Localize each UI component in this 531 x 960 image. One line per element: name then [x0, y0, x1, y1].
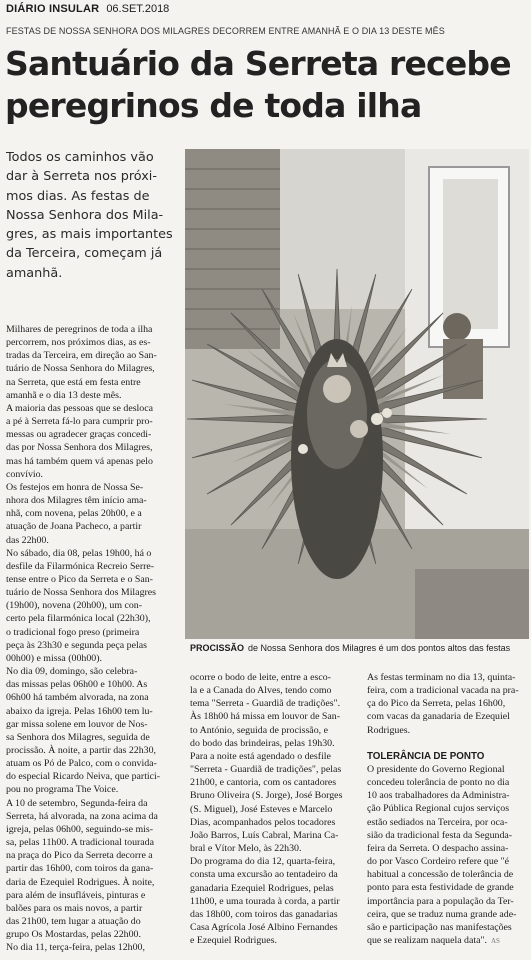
body-line: com vacas da ganadaria de Ezequiel — [367, 711, 510, 723]
body-line: partir das 16h00, com toiros da gana- — [6, 863, 154, 875]
body-line: As festas terminam no dia 13, quinta- — [367, 672, 516, 683]
author-initials: AS — [491, 936, 500, 945]
body-line: No dia 09, domingo, são celebra- — [6, 666, 138, 678]
lede-line: Nossa Senhora dos Mila- — [6, 207, 164, 223]
body-line: tuário de Nossa Senhora do Milagres, — [6, 363, 155, 375]
body-line: (19h00), novena (20h00), um con- — [6, 600, 143, 612]
body-line: messas ou agradecer graças concedi- — [6, 429, 152, 441]
lede-line: mos dias. As festas de — [6, 188, 150, 204]
body-line: que se realizam naquela data". AS — [367, 934, 500, 946]
body-line: percorrem, nos próximos dias, as es- — [6, 337, 151, 349]
headline-line: Santuário da Serreta recebe — [5, 44, 511, 83]
photo-illustration — [185, 149, 529, 639]
body-line: são e participação nas manifestações — [367, 921, 512, 933]
body-line: ponto para esta festividade de grande — [367, 882, 514, 894]
lede — [6, 148, 182, 283]
body-line: atuam os Pó de Palco, com o convida- — [6, 758, 157, 770]
body-line: peça às 23h30 e segunda peça pelas — [6, 639, 147, 651]
body-line: do por Vasco Cordeiro refere que "é — [367, 856, 510, 868]
body-line: 06h00 há também alvorada, na zona — [6, 692, 149, 704]
body-line: mas há também quem vá apenas pelo — [6, 455, 153, 467]
body-line: Às 18h00 há missa em louvor de San- — [190, 711, 341, 723]
body-line: concedeu tolerância de ponto no dia — [367, 777, 510, 789]
article-column-1 — [6, 323, 184, 955]
publication-name: DIÁRIO INSULAR — [6, 3, 100, 15]
lede-line: da Terceira, começam já — [6, 246, 163, 262]
headline — [5, 43, 525, 127]
body-line: e Ezequiel Rodrigues. — [190, 935, 277, 947]
body-line: tradas da Terceira, em direção ao San- — [6, 350, 157, 362]
body-line: No sábado, dia 08, pelas 19h00, há o — [6, 547, 152, 559]
body-line: Do programa do dia 12, quarta-feira, — [190, 856, 336, 868]
body-line: nhora dos Milagres têm início ama- — [6, 495, 147, 507]
lede-line: dar à Serreta nos próxi- — [6, 169, 157, 185]
body-line: No dia 11, terça-feira, pelas 12h00, — [6, 942, 145, 954]
section-subhead: TOLERÂNCIA DE PONTO — [367, 750, 485, 762]
body-line: tema "Serreta - Guardiã de tradições". — [190, 698, 341, 710]
body-line: bral e Vítor Melo, às 22h30. — [190, 843, 302, 855]
body-line: na Serreta, que está em festa entre — [6, 376, 141, 388]
body-line: to António, seguida de procissão, e — [190, 724, 328, 736]
body-line: o tradicional fogo preso (primeira — [6, 626, 140, 638]
body-line: Serreta, há alvorada, na zona acima da — [6, 810, 158, 822]
body-line: tense entre o Pico da Serreta e o San- — [6, 573, 153, 585]
body-line: ção Pública Regional cujos serviços — [367, 803, 510, 815]
body-line: 10 aos trabalhadores da Administra- — [367, 790, 510, 802]
caption-text: de Nossa Senhora dos Milagres é um dos pontos altos das festas — [248, 643, 511, 653]
body-line: pou no programa The Voice. — [6, 784, 119, 796]
body-line: Para a noite está agendado o desfile — [190, 750, 331, 762]
body-line: 11h00, e uma tourada à corda, a partir — [190, 895, 340, 907]
body-line: procissão. À noite, a partir das 22h30, — [6, 745, 157, 756]
body-line: "Serreta - Guardiã de tradições", pelas — [190, 764, 342, 776]
body-line: 21h00, e cantoria, com os cantadores — [190, 777, 337, 789]
body-line: daria de Ezequiel Rodrigues. À noite, — [6, 876, 155, 888]
body-line: Dias, acompanhados pelos tocadores — [190, 816, 336, 828]
body-line: do especial Ricardo Neiva, que partici- — [6, 771, 161, 783]
body-line: do bodo das brindeiras, pelas 19h30. — [190, 737, 335, 749]
body-line: consta uma excursão ao tentadeiro da — [190, 869, 338, 881]
body-line: Milhares de peregrinos de toda a ilha — [6, 324, 153, 335]
body-line: feira da Serreta. O despacho assina- — [367, 842, 509, 854]
body-line: sa, pelas 11h00. A tradicional tourada — [6, 837, 154, 849]
body-line: abaixo da igreja. Pelas 16h00 tem lu- — [6, 705, 153, 717]
procession-photo — [185, 149, 529, 639]
masthead — [6, 3, 169, 15]
body-line: das 22h00. — [6, 534, 49, 546]
article-column-3 — [367, 671, 529, 948]
body-line: convívio. — [6, 468, 44, 480]
caption-lead: PROCISSÃO — [190, 643, 245, 653]
body-line: feira, com a tradicional vacada na pra- — [367, 685, 519, 697]
body-line: 00h00) e missa (00h00). — [6, 652, 102, 664]
body-line: habitual a concessão de tolerância de — [367, 869, 514, 881]
body-line: ceira, que se traduz numa grande ade- — [367, 908, 517, 920]
body-line: certo pela filarmónica local (22h30), — [6, 613, 151, 625]
body-line: ça do Pico da Serreta, pelas 16h00, — [367, 698, 506, 710]
body-line: das missas pelas 06h00 e 10h00. As — [6, 679, 148, 691]
body-line: importância para a população da Ter- — [367, 895, 514, 907]
body-line: amanhã e o dia 13 deste mês. — [6, 389, 122, 401]
body-line: O presidente do Governo Regional — [367, 763, 505, 775]
body-line: das 21h00, tem lugar a atuação do — [6, 916, 141, 928]
photo-caption — [190, 643, 526, 653]
publication-date: 06.SET.2018 — [106, 3, 170, 15]
body-line: João Barros, Luís Cabral, Marina Ca- — [190, 829, 339, 841]
body-line: atuação de Joana Pacheco, a partir — [6, 521, 142, 533]
article-column-2 — [190, 671, 358, 947]
body-line: sião da tradicional festa da Segunda- — [367, 829, 513, 841]
body-line: das 18h00, com toiros das ganadarias — [190, 908, 338, 920]
body-line: la e a Canada do Alves, tendo como — [190, 685, 332, 697]
body-line: A 10 de setembro, Segunda-feira da — [6, 797, 148, 809]
body-line: igreja, pelas 06h00, seguindo-se mis- — [6, 823, 153, 835]
body-line: A maioria das pessoas que se desloca — [6, 402, 153, 414]
body-line: desfile da Filarmónica Recreio Serre- — [6, 560, 155, 572]
body-line: grupo Os Mostardas, pelas 22h00. — [6, 929, 141, 941]
body-line: Casa Agrícola José Albino Fernandes — [190, 921, 338, 933]
lede-line: Todos os caminhos vão — [6, 150, 154, 165]
body-line: ganadaria Ezequiel Rodrigues, pelas — [190, 882, 334, 894]
lede-line: gres, as mais importantes — [6, 227, 173, 243]
body-line: Rodrigues. — [367, 724, 411, 736]
body-line: das por Nossa Senhora dos Milagres, — [6, 442, 153, 454]
body-line: tuário de Nossa Senhora dos Milagres — [6, 587, 157, 599]
body-line: balões para os mais novos, a partir — [6, 902, 143, 914]
body-line: ocorre o bodo de leite, entre a esco- — [190, 672, 331, 683]
body-line: (S. Miguel), José Esteves e Marcelo — [190, 803, 333, 815]
headline-line: peregrinos de toda ilha — [5, 86, 422, 125]
body-line: a pé à Serreta fá-lo para cumprir pro- — [6, 416, 153, 428]
body-line: gar missa solene em louvor de Nos- — [6, 718, 148, 730]
body-line: nhã, com novena, pelas 20h00, e a — [6, 508, 142, 520]
body-line: para além de insufláveis, pinturas e — [6, 889, 146, 901]
body-line: Bruno Oliveira (S. Jorge), José Borges — [190, 790, 343, 802]
body-line: Os festejos em honra de Nossa Se- — [6, 481, 144, 493]
body-line: sa Senhora dos Milagres, seguida de — [6, 731, 150, 743]
body-line: na praça do Pico da Serreta decorre a — [6, 850, 153, 862]
lede-line: amanhã. — [6, 265, 63, 281]
body-line: estão sediados na Terceira, por oca- — [367, 816, 508, 828]
kicker: FESTAS DE NOSSA SENHORA DOS MILAGRES DECORREM ENTRE AMANHÃ E O DIA 13 DESTE MÊS — [6, 26, 445, 36]
